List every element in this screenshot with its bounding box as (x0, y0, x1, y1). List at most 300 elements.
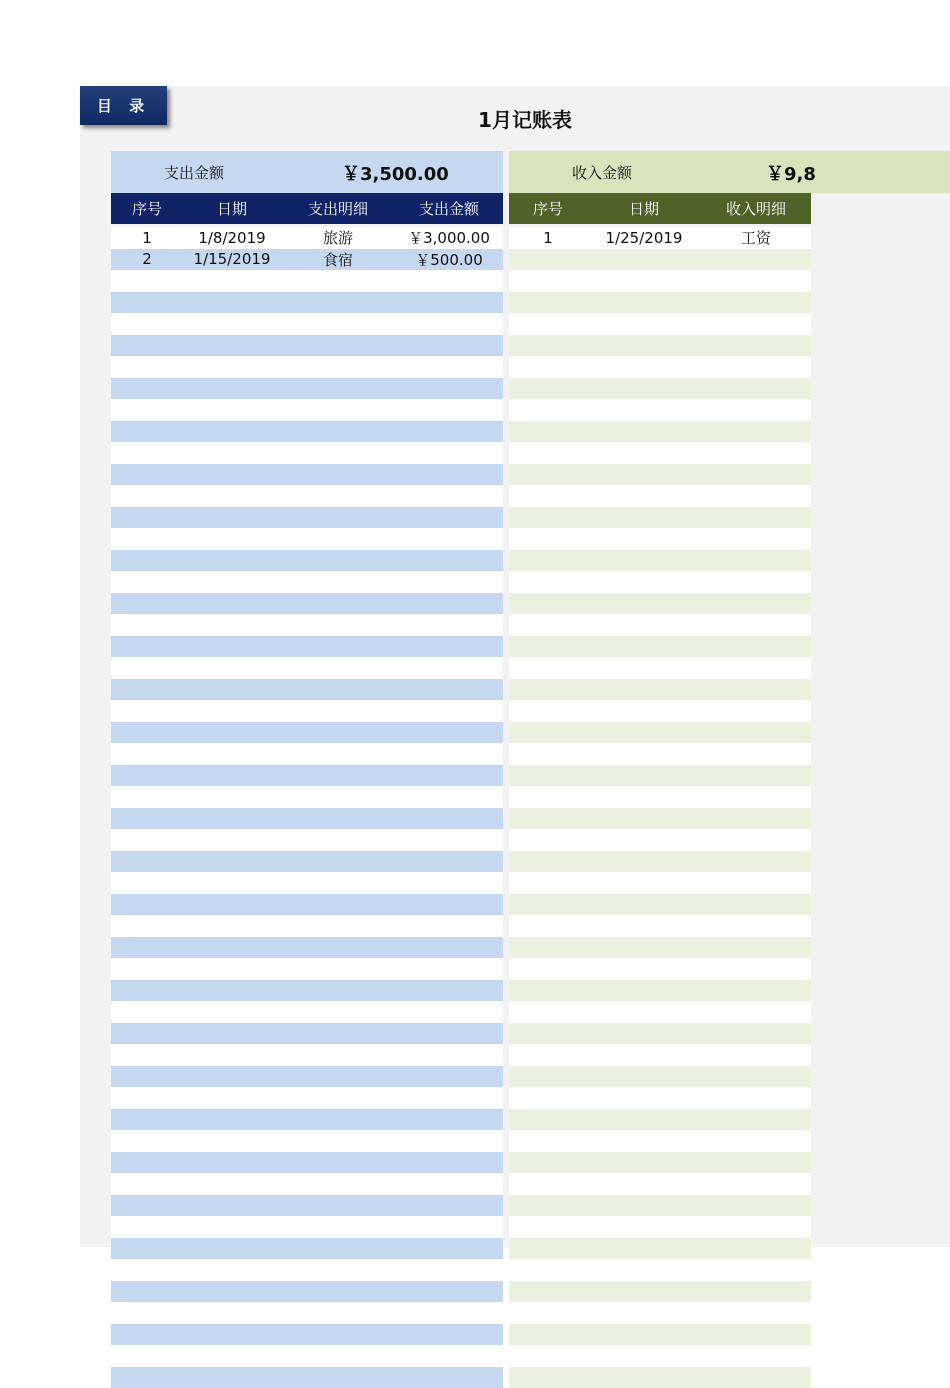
expense-cell[interactable] (183, 421, 281, 443)
income-cell[interactable] (587, 722, 701, 744)
expense-cell[interactable] (183, 636, 281, 658)
expense-cell[interactable] (281, 1001, 395, 1023)
expense-cell[interactable] (183, 829, 281, 851)
income-cell[interactable] (587, 550, 701, 572)
expense-cell[interactable] (281, 872, 395, 894)
expense-cell[interactable] (111, 1023, 183, 1045)
expense-cell[interactable] (281, 421, 395, 443)
expense-cell[interactable] (281, 550, 395, 572)
income-cell[interactable] (701, 829, 811, 851)
income-cell[interactable] (587, 1044, 701, 1066)
expense-cell[interactable] (281, 399, 395, 421)
expense-cell[interactable] (183, 1324, 281, 1346)
expense-cell[interactable] (183, 292, 281, 314)
income-cell[interactable] (701, 421, 811, 443)
income-cell[interactable] (701, 550, 811, 572)
expense-cell[interactable] (111, 700, 183, 722)
income-cell[interactable] (701, 722, 811, 744)
income-cell[interactable] (509, 872, 587, 894)
expense-cell[interactable] (183, 1173, 281, 1195)
income-cell[interactable] (701, 1066, 811, 1088)
expense-cell[interactable] (395, 1087, 503, 1109)
income-cell[interactable] (701, 507, 811, 529)
income-cell[interactable] (509, 1044, 587, 1066)
income-cell[interactable] (701, 356, 811, 378)
income-cell[interactable] (509, 1001, 587, 1023)
expense-cell[interactable] (183, 1345, 281, 1367)
expense-cell[interactable] (281, 765, 395, 787)
expense-cell[interactable] (395, 1367, 503, 1388)
income-cell[interactable] (587, 743, 701, 765)
income-cell[interactable] (701, 1302, 811, 1324)
income-cell[interactable] (509, 270, 587, 292)
income-cell[interactable] (587, 399, 701, 421)
expense-cell[interactable] (395, 1023, 503, 1045)
income-cell[interactable] (701, 980, 811, 1002)
expense-cell[interactable] (111, 829, 183, 851)
income-cell[interactable] (701, 1023, 811, 1045)
expense-cell[interactable] (395, 1001, 503, 1023)
expense-cell[interactable] (183, 980, 281, 1002)
income-cell[interactable] (587, 1173, 701, 1195)
income-cell[interactable] (587, 571, 701, 593)
expense-cell[interactable] (395, 1281, 503, 1303)
expense-cell[interactable]: 2 (111, 249, 183, 271)
expense-cell[interactable] (281, 1109, 395, 1131)
income-cell[interactable]: 1/25/2019 (587, 227, 701, 249)
income-cell[interactable] (587, 1324, 701, 1346)
expense-cell[interactable] (395, 829, 503, 851)
income-cell[interactable] (587, 335, 701, 357)
income-cell[interactable] (509, 528, 587, 550)
income-cell[interactable] (587, 786, 701, 808)
toc-button[interactable]: 目 录 (80, 86, 167, 125)
income-cell[interactable] (587, 915, 701, 937)
expense-cell[interactable] (183, 1023, 281, 1045)
expense-cell[interactable] (281, 958, 395, 980)
income-cell[interactable] (701, 851, 811, 873)
expense-cell[interactable]: 1/15/2019 (183, 249, 281, 271)
expense-cell[interactable] (111, 421, 183, 443)
expense-cell[interactable] (111, 399, 183, 421)
expense-cell[interactable] (395, 292, 503, 314)
expense-cell[interactable] (183, 507, 281, 529)
income-cell[interactable] (587, 851, 701, 873)
income-cell[interactable] (587, 980, 701, 1002)
income-cell[interactable] (587, 378, 701, 400)
income-cell[interactable] (509, 249, 587, 271)
income-header-date[interactable]: 日期 (587, 193, 701, 224)
income-cell[interactable] (509, 1367, 587, 1388)
income-cell[interactable] (509, 1173, 587, 1195)
expense-cell[interactable] (111, 679, 183, 701)
income-cell[interactable] (509, 507, 587, 529)
expense-cell[interactable] (111, 292, 183, 314)
expense-cell[interactable] (281, 1302, 395, 1324)
expense-cell[interactable] (111, 313, 183, 335)
expense-cell[interactable] (395, 1195, 503, 1217)
expense-cell[interactable]: 1 (111, 227, 183, 249)
expense-cell[interactable] (281, 679, 395, 701)
expense-header-detail[interactable]: 支出明细 (281, 193, 395, 224)
income-cell[interactable] (587, 464, 701, 486)
income-cell[interactable] (509, 378, 587, 400)
expense-cell[interactable] (183, 872, 281, 894)
income-cell[interactable] (509, 894, 587, 916)
income-cell[interactable] (509, 657, 587, 679)
expense-cell[interactable] (183, 378, 281, 400)
expense-cell[interactable] (183, 1302, 281, 1324)
income-cell[interactable] (701, 743, 811, 765)
income-cell[interactable] (509, 679, 587, 701)
expense-cell[interactable] (183, 313, 281, 335)
income-cell[interactable] (509, 399, 587, 421)
expense-cell[interactable] (395, 1238, 503, 1260)
expense-cell[interactable] (183, 614, 281, 636)
income-cell[interactable] (587, 1216, 701, 1238)
income-cell[interactable] (509, 614, 587, 636)
expense-cell[interactable] (281, 786, 395, 808)
expense-cell[interactable] (111, 335, 183, 357)
expense-cell[interactable] (111, 894, 183, 916)
expense-cell[interactable] (281, 1044, 395, 1066)
income-cell[interactable] (701, 1345, 811, 1367)
income-cell[interactable] (701, 593, 811, 615)
income-cell[interactable] (509, 550, 587, 572)
income-cell[interactable] (701, 1259, 811, 1281)
income-cell[interactable] (701, 894, 811, 916)
income-cell[interactable] (587, 1023, 701, 1045)
expense-cell[interactable] (111, 442, 183, 464)
expense-cell[interactable] (281, 700, 395, 722)
expense-cell[interactable] (281, 851, 395, 873)
income-cell[interactable] (701, 1281, 811, 1303)
expense-cell[interactable] (281, 270, 395, 292)
expense-cell[interactable] (183, 1066, 281, 1088)
income-cell[interactable] (587, 485, 701, 507)
income-cell[interactable] (587, 1195, 701, 1217)
income-cell[interactable] (587, 313, 701, 335)
income-cell[interactable] (587, 1238, 701, 1260)
expense-cell[interactable] (111, 571, 183, 593)
income-cell[interactable] (509, 722, 587, 744)
income-cell[interactable] (509, 1302, 587, 1324)
expense-cell[interactable] (111, 1281, 183, 1303)
income-cell[interactable] (509, 1195, 587, 1217)
expense-cell[interactable] (281, 1173, 395, 1195)
expense-cell[interactable] (183, 765, 281, 787)
expense-cell[interactable] (395, 872, 503, 894)
income-cell[interactable] (701, 700, 811, 722)
expense-cell[interactable] (395, 1109, 503, 1131)
expense-cell[interactable] (183, 851, 281, 873)
expense-cell[interactable] (111, 958, 183, 980)
expense-cell[interactable] (183, 1152, 281, 1174)
expense-cell[interactable] (395, 1152, 503, 1174)
income-cell[interactable] (587, 593, 701, 615)
income-cell[interactable] (509, 636, 587, 658)
income-cell[interactable] (509, 743, 587, 765)
expense-cell[interactable]: 旅游 (281, 227, 395, 249)
expense-cell[interactable] (111, 636, 183, 658)
income-cell[interactable] (587, 765, 701, 787)
income-cell[interactable] (701, 1044, 811, 1066)
expense-cell[interactable] (395, 636, 503, 658)
expense-cell[interactable] (395, 851, 503, 873)
expense-cell[interactable] (183, 894, 281, 916)
expense-cell[interactable] (111, 1130, 183, 1152)
expense-cell[interactable] (395, 593, 503, 615)
income-cell[interactable] (701, 1195, 811, 1217)
income-cell[interactable] (509, 700, 587, 722)
expense-cell[interactable] (395, 786, 503, 808)
income-cell[interactable] (701, 1324, 811, 1346)
income-cell[interactable] (701, 679, 811, 701)
expense-cell[interactable] (281, 528, 395, 550)
expense-cell[interactable] (281, 722, 395, 744)
expense-cell[interactable] (395, 958, 503, 980)
expense-cell[interactable] (111, 1066, 183, 1088)
income-cell[interactable] (701, 1367, 811, 1388)
expense-cell[interactable] (281, 593, 395, 615)
expense-cell[interactable] (395, 270, 503, 292)
expense-cell[interactable] (183, 485, 281, 507)
expense-cell[interactable] (281, 657, 395, 679)
expense-cell[interactable] (111, 980, 183, 1002)
expense-cell[interactable] (183, 657, 281, 679)
expense-cell[interactable] (111, 1044, 183, 1066)
income-cell[interactable] (587, 894, 701, 916)
expense-cell[interactable] (395, 614, 503, 636)
expense-cell[interactable] (395, 980, 503, 1002)
income-cell[interactable] (509, 786, 587, 808)
income-cell[interactable] (701, 915, 811, 937)
expense-cell[interactable] (281, 1216, 395, 1238)
expense-cell[interactable] (111, 1109, 183, 1131)
expense-cell[interactable] (183, 1087, 281, 1109)
income-cell[interactable] (587, 421, 701, 443)
expense-cell[interactable] (395, 1345, 503, 1367)
expense-cell[interactable] (111, 1367, 183, 1388)
expense-cell[interactable] (395, 722, 503, 744)
income-cell[interactable] (701, 442, 811, 464)
income-cell[interactable] (701, 1087, 811, 1109)
expense-cell[interactable] (395, 1324, 503, 1346)
expense-cell[interactable] (395, 550, 503, 572)
expense-cell[interactable] (111, 1173, 183, 1195)
expense-cell[interactable] (395, 442, 503, 464)
income-cell[interactable] (587, 1281, 701, 1303)
expense-cell[interactable] (111, 464, 183, 486)
expense-cell[interactable] (395, 378, 503, 400)
expense-cell[interactable] (111, 1001, 183, 1023)
expense-cell[interactable] (281, 292, 395, 314)
expense-cell[interactable] (395, 356, 503, 378)
income-cell[interactable] (701, 528, 811, 550)
expense-cell[interactable] (183, 743, 281, 765)
income-cell[interactable] (701, 1238, 811, 1260)
expense-cell[interactable] (281, 313, 395, 335)
income-cell[interactable] (587, 636, 701, 658)
expense-cell[interactable] (281, 335, 395, 357)
expense-cell[interactable] (183, 571, 281, 593)
expense-cell[interactable] (111, 657, 183, 679)
income-cell[interactable] (509, 485, 587, 507)
expense-cell[interactable] (395, 399, 503, 421)
expense-cell[interactable] (395, 808, 503, 830)
expense-cell[interactable] (281, 636, 395, 658)
expense-header-date[interactable]: 日期 (183, 193, 281, 224)
expense-cell[interactable] (183, 1044, 281, 1066)
income-cell[interactable] (587, 442, 701, 464)
expense-cell[interactable] (111, 1216, 183, 1238)
expense-cell[interactable] (281, 894, 395, 916)
expense-cell[interactable] (183, 442, 281, 464)
expense-cell[interactable] (111, 1302, 183, 1324)
income-cell[interactable] (509, 808, 587, 830)
income-cell[interactable] (509, 1216, 587, 1238)
income-cell[interactable] (509, 829, 587, 851)
expense-cell[interactable] (281, 1259, 395, 1281)
income-cell[interactable] (587, 270, 701, 292)
income-cell[interactable] (587, 356, 701, 378)
income-cell[interactable] (587, 872, 701, 894)
expense-cell[interactable] (111, 485, 183, 507)
income-cell[interactable] (587, 1001, 701, 1023)
income-cell[interactable] (701, 571, 811, 593)
expense-cell[interactable] (281, 571, 395, 593)
expense-cell[interactable] (395, 937, 503, 959)
income-cell[interactable] (587, 1345, 701, 1367)
expense-cell[interactable] (281, 829, 395, 851)
income-cell[interactable] (701, 464, 811, 486)
expense-cell[interactable] (395, 700, 503, 722)
expense-cell[interactable] (395, 743, 503, 765)
income-cell[interactable] (509, 1023, 587, 1045)
income-cell[interactable] (701, 249, 811, 271)
expense-cell[interactable] (281, 1324, 395, 1346)
income-cell[interactable] (587, 507, 701, 529)
income-cell[interactable] (509, 356, 587, 378)
income-cell[interactable] (701, 313, 811, 335)
expense-cell[interactable] (281, 1023, 395, 1045)
expense-cell[interactable] (395, 765, 503, 787)
expense-cell[interactable] (183, 550, 281, 572)
expense-cell[interactable] (395, 1130, 503, 1152)
expense-cell[interactable] (111, 356, 183, 378)
income-cell[interactable] (587, 1109, 701, 1131)
expense-cell[interactable] (111, 743, 183, 765)
income-cell[interactable] (701, 1001, 811, 1023)
expense-cell[interactable] (281, 937, 395, 959)
expense-cell[interactable] (395, 1173, 503, 1195)
expense-cell[interactable] (395, 485, 503, 507)
expense-cell[interactable] (281, 1238, 395, 1260)
income-cell[interactable] (509, 292, 587, 314)
expense-cell[interactable] (111, 507, 183, 529)
expense-cell[interactable] (183, 528, 281, 550)
income-cell[interactable] (587, 1130, 701, 1152)
income-header-index[interactable]: 序号 (509, 193, 587, 224)
expense-cell[interactable] (395, 421, 503, 443)
income-cell[interactable] (509, 1238, 587, 1260)
expense-cell[interactable] (395, 313, 503, 335)
expense-cell[interactable] (281, 1195, 395, 1217)
expense-cell[interactable] (111, 872, 183, 894)
income-cell[interactable] (509, 313, 587, 335)
income-cell[interactable] (587, 528, 701, 550)
income-cell[interactable] (701, 1216, 811, 1238)
income-cell[interactable] (701, 1152, 811, 1174)
expense-cell[interactable] (183, 356, 281, 378)
expense-cell[interactable] (111, 378, 183, 400)
income-cell[interactable] (587, 1302, 701, 1324)
expense-cell[interactable] (111, 808, 183, 830)
income-cell[interactable] (509, 1066, 587, 1088)
expense-cell[interactable] (183, 593, 281, 615)
expense-cell[interactable] (281, 808, 395, 830)
expense-cell[interactable]: ￥3,000.00 (395, 227, 503, 249)
income-cell[interactable] (509, 980, 587, 1002)
expense-cell[interactable]: 1/8/2019 (183, 227, 281, 249)
expense-cell[interactable] (183, 937, 281, 959)
expense-cell[interactable] (183, 270, 281, 292)
expense-cell[interactable] (281, 1367, 395, 1388)
income-cell[interactable] (701, 1173, 811, 1195)
expense-cell[interactable] (281, 915, 395, 937)
expense-cell[interactable] (183, 679, 281, 701)
expense-header-index[interactable]: 序号 (111, 193, 183, 224)
income-cell[interactable] (509, 571, 587, 593)
income-cell[interactable] (587, 829, 701, 851)
expense-cell[interactable] (395, 528, 503, 550)
expense-cell[interactable] (395, 1216, 503, 1238)
expense-cell[interactable] (281, 1345, 395, 1367)
expense-cell[interactable] (395, 507, 503, 529)
income-cell[interactable] (587, 1087, 701, 1109)
expense-cell[interactable] (111, 1345, 183, 1367)
expense-cell[interactable] (111, 851, 183, 873)
expense-cell[interactable] (111, 1087, 183, 1109)
income-cell[interactable] (509, 851, 587, 873)
income-cell[interactable] (587, 249, 701, 271)
expense-cell[interactable] (183, 335, 281, 357)
income-cell[interactable] (701, 1109, 811, 1131)
expense-cell[interactable] (281, 507, 395, 529)
income-cell[interactable] (587, 937, 701, 959)
income-cell[interactable] (509, 1259, 587, 1281)
expense-cell[interactable] (111, 722, 183, 744)
income-cell[interactable] (701, 485, 811, 507)
expense-cell[interactable] (281, 980, 395, 1002)
income-cell[interactable] (587, 1259, 701, 1281)
expense-cell[interactable] (281, 1087, 395, 1109)
expense-cell[interactable] (183, 1109, 281, 1131)
income-cell[interactable] (509, 1130, 587, 1152)
income-cell[interactable] (587, 808, 701, 830)
income-cell[interactable] (701, 808, 811, 830)
expense-cell[interactable] (183, 1259, 281, 1281)
income-cell[interactable] (587, 1367, 701, 1388)
income-cell[interactable] (701, 872, 811, 894)
expense-cell[interactable] (395, 1044, 503, 1066)
income-cell[interactable]: 1 (509, 227, 587, 249)
expense-cell[interactable] (395, 464, 503, 486)
expense-cell[interactable] (183, 700, 281, 722)
income-header-detail[interactable]: 收入明细 (701, 193, 811, 224)
expense-cell[interactable] (111, 593, 183, 615)
income-cell[interactable] (509, 1324, 587, 1346)
